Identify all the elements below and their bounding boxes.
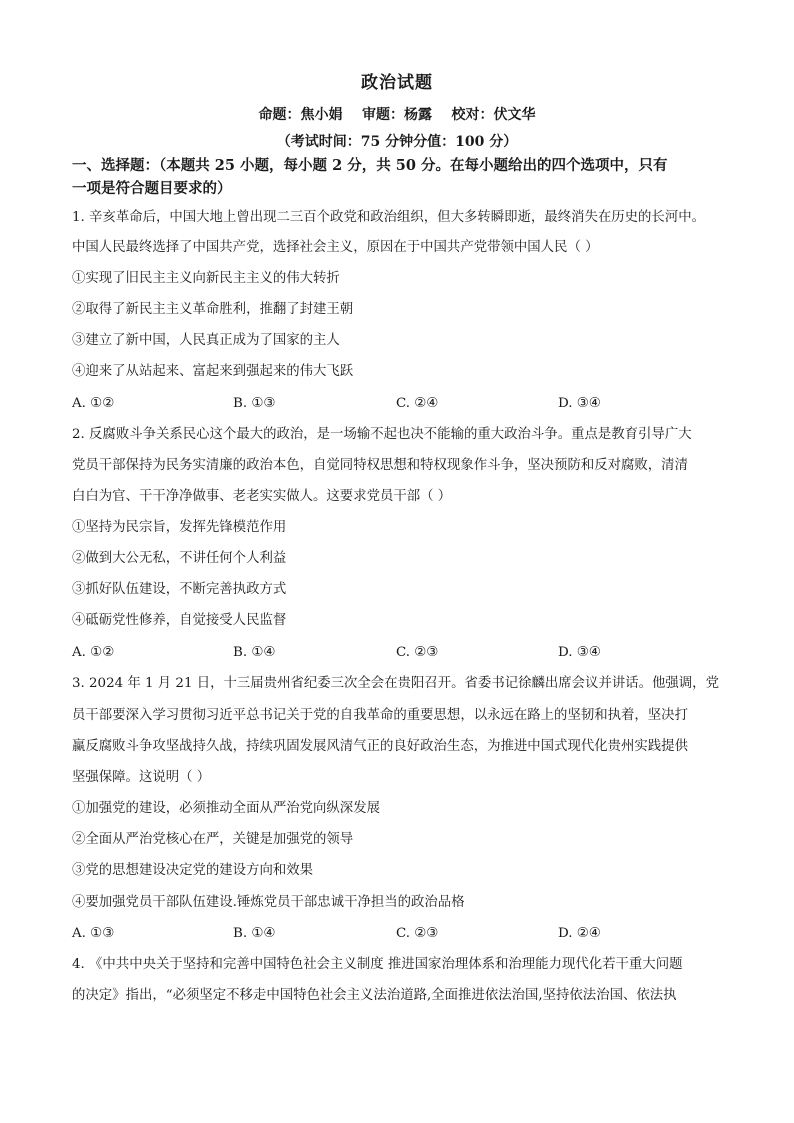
- question-3-statement-3: ③党的思想建设决定党的建设方向和效果: [72, 863, 314, 878]
- question-3-statement-4: ④要加强党员干部队伍建设.锤炼党员干部忠诚干净担当的政治品格: [72, 895, 465, 910]
- question-3-option-a[interactable]: A. ①③: [72, 926, 115, 941]
- question-1-statement-2: ②取得了新民主主义革命胜利，推翻了封建王朝: [72, 302, 354, 317]
- question-3-stem-line-3: 赢反腐败斗争攻坚战持久战，持续巩固发展风清气正的良好政治生态，为推进中国式现代化贵州实践提供: [72, 739, 688, 754]
- question-1-stem-line-1: 1. 辛亥革命后，中国大地上曾出现二三百个政党和政治组织，但大多转瞬即逝，最终消失在历史的长河中。: [72, 210, 705, 225]
- question-2-option-d[interactable]: D. ③④: [558, 645, 601, 660]
- question-3-stem-line-2: 员干部要深入学习贯彻习近平总书记关于党的自我革命的重要思想，以永远在路上的坚韧和执着，坚决打: [72, 708, 688, 723]
- exam-meta: 命题：焦小娟 审题：杨露 校对：伏文华: [258, 107, 536, 123]
- question-3-statement-2: ②全面从严治党核心在严，关键是加强党的领导: [72, 832, 354, 847]
- question-2-statement-2: ②做到大公无私，不讲任何个人利益: [72, 551, 287, 566]
- question-1-statement-3: ③建立了新中国，人民真正成为了国家的主人: [72, 333, 340, 348]
- question-4-stem-line-1: 4. 《中共中央关于坚持和完善中国特色社会主义制度 推进国家治理体系和治理能力现代化若干重大问题: [72, 957, 683, 972]
- question-1-stem-line-2: 中国人民最终选择了中国共产党，选择社会主义，原因在于中国共产党带领中国人民（ ）: [72, 240, 599, 255]
- question-2-statement-3: ③抓好队伍建设，不断完善执政方式: [72, 582, 287, 597]
- section-heading-line-2: 一项是符合题目要求的）: [72, 180, 232, 197]
- exam-time-score: （考试时间：75 分钟分值：100 分）: [276, 134, 518, 150]
- question-3-stem-line-1: 3. 2024 年 1 月 21 日，十三届贵州省纪委三次全会在贵阳召开。省委书记徐麟出席会议并讲话。他强调，党: [72, 676, 719, 691]
- question-2-option-b[interactable]: B. ①④: [233, 645, 276, 660]
- question-2-stem-line-1: 2. 反腐败斗争关系民心这个最大的政治，是一场输不起也决不能输的重大政治斗争。重点是教育引导广大: [72, 427, 692, 442]
- question-2-option-a[interactable]: A. ①②: [72, 645, 115, 660]
- question-3-stem-line-4: 坚强保障。这说明（ ）: [72, 770, 211, 785]
- question-1-option-b[interactable]: B. ①③: [233, 396, 276, 411]
- question-3-statement-1: ①加强党的建设，必须推动全面从严治党向纵深发展: [72, 801, 380, 816]
- question-2-statement-1: ①坚持为民宗旨，发挥先锋模范作用: [72, 520, 287, 535]
- question-1-statement-4: ④迎来了从站起来、富起来到强起来的伟大飞跃: [72, 364, 354, 379]
- question-1-statement-1: ①实现了旧民主主义向新民主主义的伟大转折: [72, 271, 340, 286]
- question-2-stem-line-3: 白白为官、干干净净做事、老老实实做人。这要求党员干部（ ）: [72, 489, 452, 504]
- page-title: 政治试题: [361, 73, 433, 93]
- question-2-stem-line-2: 党员干部保持为民务实清廉的政治本色，自觉同特权思想和特权现象作斗争，坚决预防和反对腐败，清清: [72, 458, 688, 473]
- section-heading-line-1: 一、选择题：（本题共 25 小题，每小题 2 分，共 50 分。在每小题给出的四个选项中，只有: [72, 157, 668, 174]
- question-1-option-c[interactable]: C. ②④: [396, 396, 439, 411]
- question-3-option-b[interactable]: B. ①④: [233, 926, 276, 941]
- question-1-option-d[interactable]: D. ③④: [558, 396, 601, 411]
- question-3-option-d[interactable]: D. ②④: [558, 926, 601, 941]
- question-4-stem-line-2: 的决定》指出，“必须坚定不移走中国特色社会主义法治道路,全面推进依法治国,坚持依法治国、依法执: [72, 988, 677, 1003]
- question-2-option-c[interactable]: C. ②③: [396, 645, 439, 660]
- question-3-option-c[interactable]: C. ②③: [396, 926, 439, 941]
- question-1-option-a[interactable]: A. ①②: [72, 396, 115, 411]
- question-2-statement-4: ④砥砺党性修养，自觉接受人民监督: [72, 613, 287, 628]
